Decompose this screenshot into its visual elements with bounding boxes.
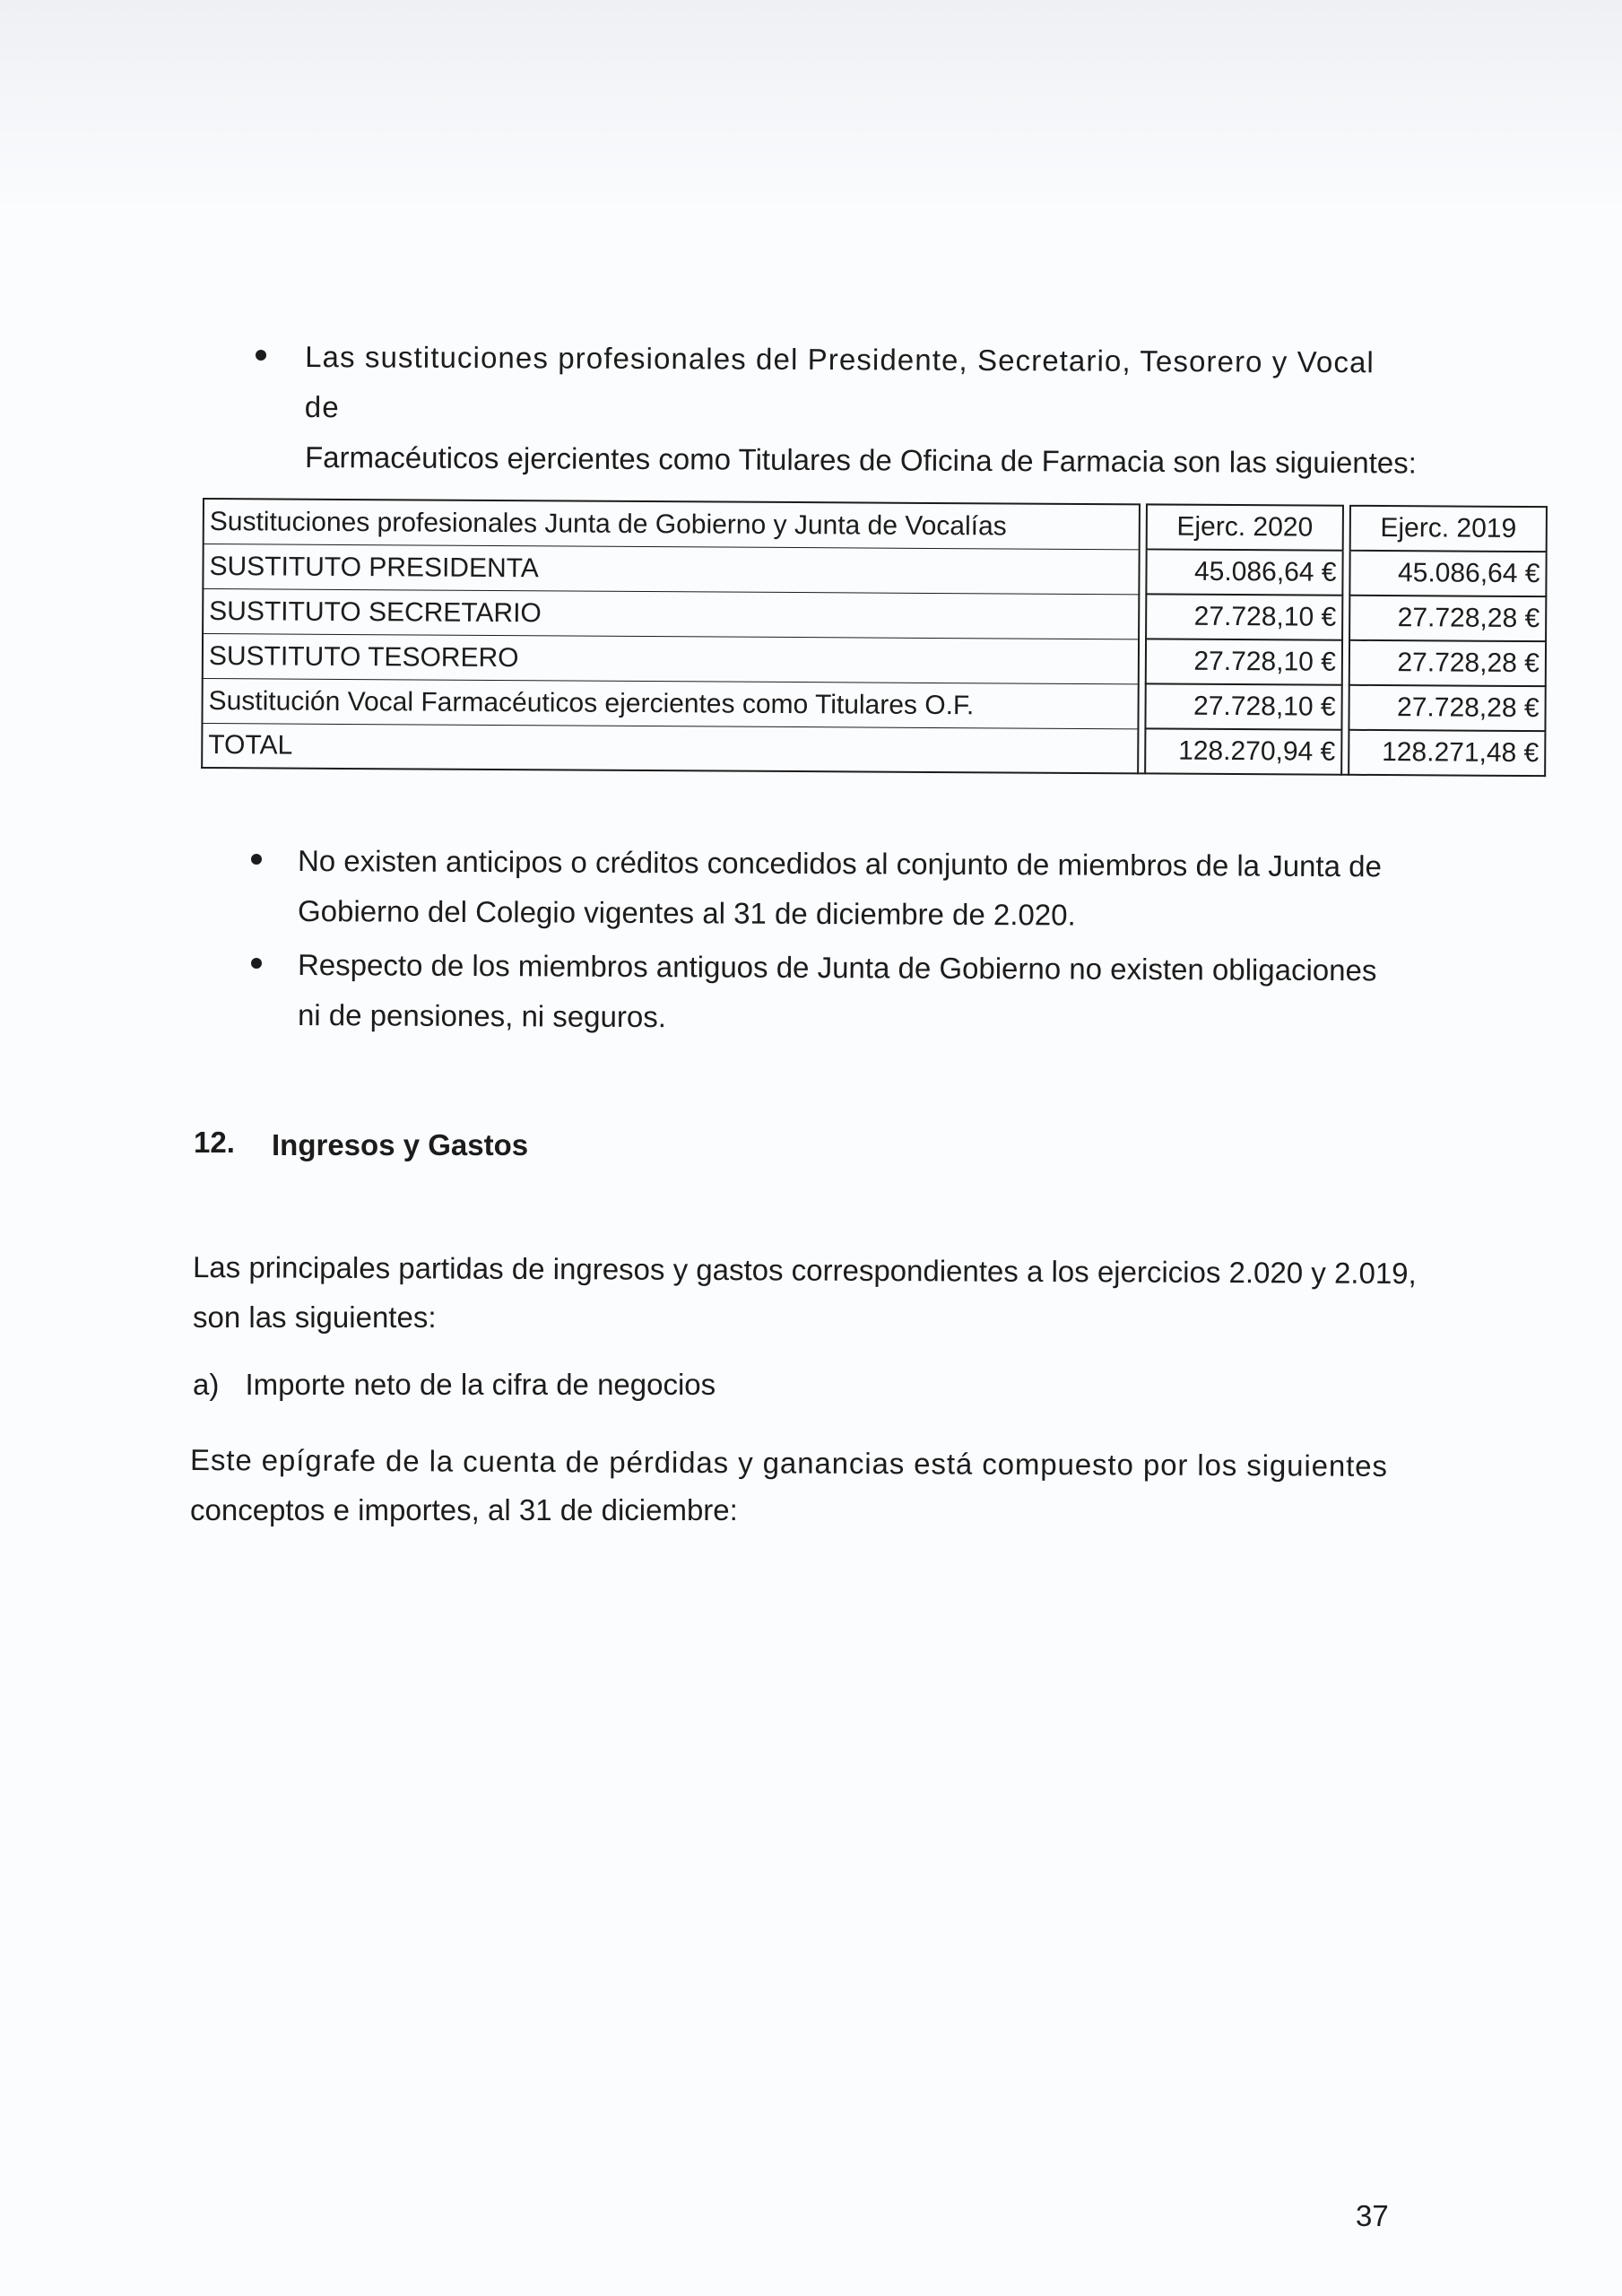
bullet-paragraph bbox=[305, 332, 1417, 483]
bullet-line: Respecto de los miembros antiguos de Junta de Gobierno no existen obligaciones bbox=[297, 948, 1377, 987]
bullet-line: Gobierno del Colegio vigentes al 31 de diciembre de 2.020. bbox=[297, 894, 1076, 932]
bullet-line: Farmacéuticos ejercientes como Titulares de Oficina de Farmacia son las siguientes: bbox=[304, 440, 1417, 480]
row-value-2019: 27.728,28 € bbox=[1349, 596, 1547, 642]
table-row bbox=[202, 544, 1547, 597]
row-value-2020: 45.086,64 € bbox=[1145, 550, 1343, 596]
subsection-heading bbox=[193, 1360, 716, 1410]
table-header-row bbox=[203, 498, 1548, 552]
table-row bbox=[202, 589, 1547, 642]
scan-shadow bbox=[0, 0, 1622, 215]
total-label: TOTAL bbox=[201, 724, 1139, 774]
row-label: SUSTITUTO PRESIDENTA bbox=[202, 544, 1140, 595]
bullet-dot bbox=[256, 350, 266, 361]
section-number: 12. bbox=[194, 1126, 235, 1159]
epigrafe-line: conceptos e importes, al 31 de diciembre: bbox=[190, 1493, 738, 1526]
bullet-paragraph bbox=[298, 940, 1418, 1040]
total-value-2020: 128.270,94 € bbox=[1144, 729, 1342, 775]
row-label: SUSTITUTO SECRETARIO bbox=[202, 589, 1140, 639]
page-number: 37 bbox=[1356, 2199, 1389, 2232]
bullet-line: No existen anticipos o créditos concedidos al conjunto de miembros de la Junta de bbox=[297, 844, 1382, 883]
total-value-2019: 128.271,48 € bbox=[1348, 731, 1546, 777]
row-value-2019: 27.728,28 € bbox=[1348, 686, 1546, 732]
table-row bbox=[201, 679, 1546, 732]
row-value-2019: 27.728,28 € bbox=[1349, 641, 1547, 687]
substitutions-table bbox=[201, 498, 1548, 777]
epigrafe-line: Este epígrafe de la cuenta de pérdidas y ganancias está compuesto por los siguientes bbox=[189, 1443, 1388, 1483]
table-header-2020: Ejerc. 2020 bbox=[1146, 503, 1344, 551]
row-label: SUSTITUTO TESORERO bbox=[202, 634, 1140, 684]
row-value-2020: 27.728,10 € bbox=[1144, 684, 1342, 730]
section-title: Ingresos y Gastos bbox=[272, 1128, 529, 1161]
bullet-dot bbox=[251, 854, 262, 865]
bullet-line: ni de pensiones, ni seguros. bbox=[297, 998, 667, 1034]
epigrafe-paragraph bbox=[190, 1435, 1427, 1535]
table-header-label: Sustituciones profesionales Junta de Gobierno y Junta de Vocalías bbox=[203, 498, 1141, 550]
table-row bbox=[202, 634, 1547, 687]
row-value-2019: 45.086,64 € bbox=[1349, 552, 1547, 597]
intro-paragraph bbox=[193, 1242, 1430, 1343]
table-header-2019: Ejerc. 2019 bbox=[1349, 505, 1548, 552]
subsection-title: Importe neto de la cifra de negocios bbox=[245, 1368, 716, 1401]
intro-line: Las principales partidas de ingresos y gastos correspondientes a los ejercicios 2.020 y 2.019, bbox=[192, 1250, 1417, 1291]
row-value-2020: 27.728,10 € bbox=[1145, 639, 1343, 685]
row-label: Sustitución Vocal Farmacéuticos ejercientes como Titulares O.F. bbox=[201, 679, 1139, 729]
intro-line: son las siguientes: bbox=[193, 1300, 437, 1334]
table-total-row bbox=[201, 724, 1546, 777]
bullet-line: Las sustituciones profesionales del Presidente, Secretario, Tesorero y Vocal de bbox=[304, 340, 1375, 424]
bullet-paragraph bbox=[298, 836, 1418, 936]
row-value-2020: 27.728,10 € bbox=[1145, 595, 1343, 640]
bullet-dot bbox=[251, 958, 262, 969]
subsection-marker: a) bbox=[193, 1368, 220, 1401]
